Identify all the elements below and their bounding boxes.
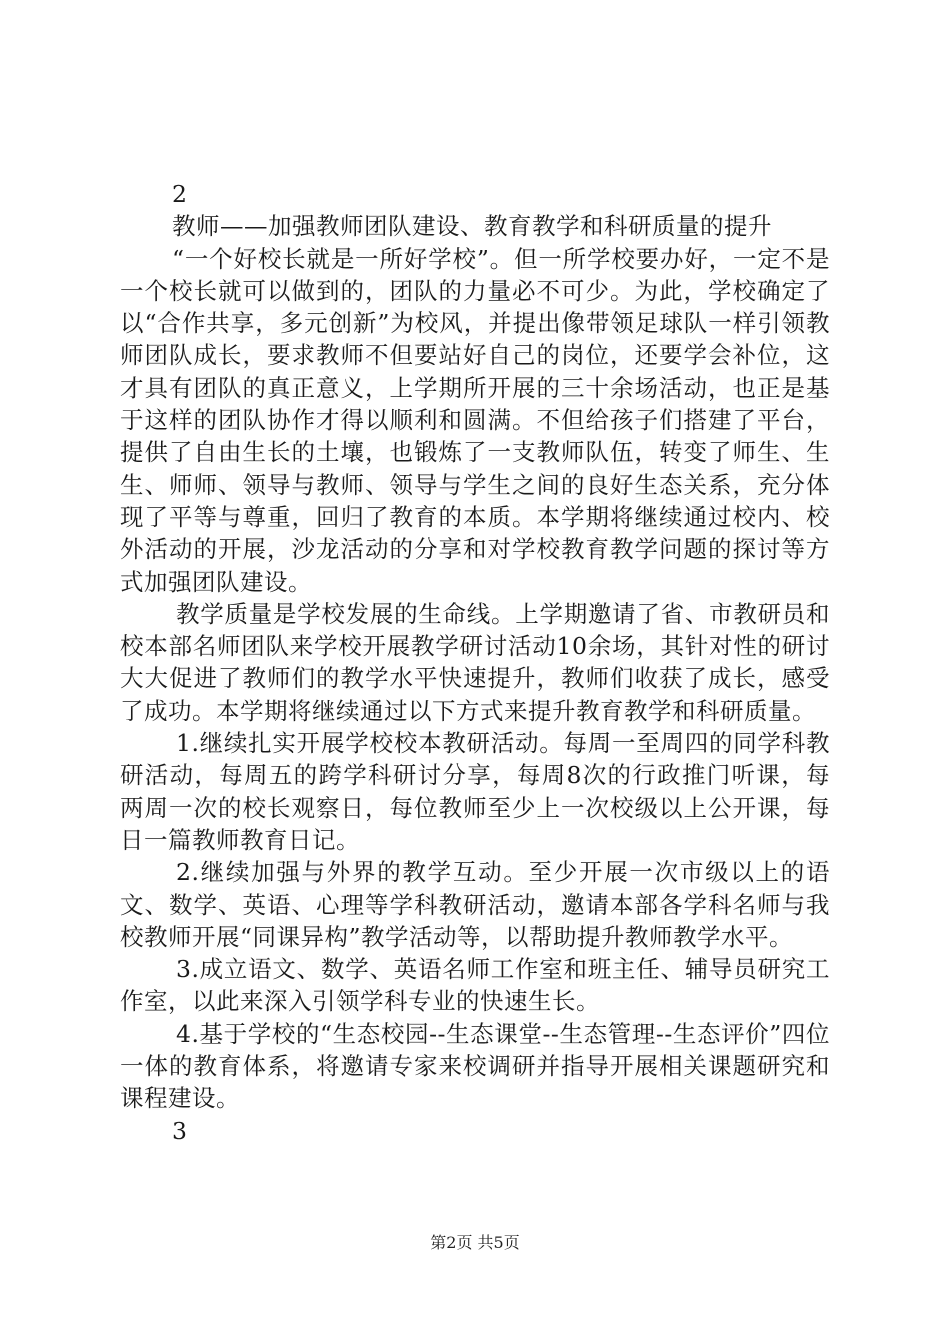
document-body — [120, 178, 830, 1147]
section-heading: 教师——加强教师团队建设、教育教学和科研质量的提升 — [172, 212, 772, 241]
page-footer: 第2页 共5页 — [430, 1233, 520, 1252]
section-number-next: 3 — [172, 1116, 188, 1145]
list-item-4: 4.基于学校的“生态校园--生态课堂--生态管理--生态评价”四位一体的教育体系，将邀请专家来校调研并指导开展相关课题研究和课程建设。 — [120, 1019, 830, 1113]
paragraph-teaching-quality: 教学质量是学校发展的生命线。上学期邀请了省、市教研员和校本部名师团队来学校开展教学研讨活动10余场，其针对性的研讨大大促进了教师们的教学水平快速提升，教师们收获了成长，感受了成功。本学期将继续通过以下方式来提升教育教学和科研质量。 — [120, 599, 830, 725]
paragraph-team-building: “一个好校长就是一所好学校”。但一所学校要办好，一定不是一个校长就可以做到的，团队的力量必不可少。为此，学校确定了以“合作共享，多元创新”为校风，并提出像带领足球队一样引领教师团队成长，要求教师不但要站好自己的岗位，还要学会补位，这才具有团队的真正意义，上学期所开展的三十余场活动，也正是基于这样的团队协作才得以顺利和圆满。不但给孩子们搭建了平台，提供了自由生长的土壤，也锻炼了一支教师队伍，转变了师生、生生、师师、领导与教师、领导与学生之间的良好生态关系，充分体现了平等与尊重，回归了教育的本质。本学期将继续通过校内、校外活动的开展，沙龙活动的分享和对学校教育教学问题的探讨等方式加强团队建设。 — [120, 244, 830, 596]
list-item-2: 2.继续加强与外界的教学互动。至少开展一次市级以上的语文、数学、英语、心理等学科教研活动，邀请本部各学科名师与我校教师开展“同课异构”教学活动等，以帮助提升教师教学水平。 — [120, 858, 830, 951]
list-item-1: 1.继续扎实开展学校校本教研活动。每周一至周四的同学科教研活动，每周五的跨学科研讨分享，每周8次的行政推门听课，每两周一次的校长观察日，每位教师至少上一次校级以上公开课，每日一篇教师教育日记。 — [120, 729, 830, 854]
section-number: 2 — [172, 180, 188, 208]
list-item-3: 3.成立语文、数学、英语名师工作室和班主任、辅导员研究工作室，以此来深入引领学科专业的快速生长。 — [120, 955, 830, 1016]
